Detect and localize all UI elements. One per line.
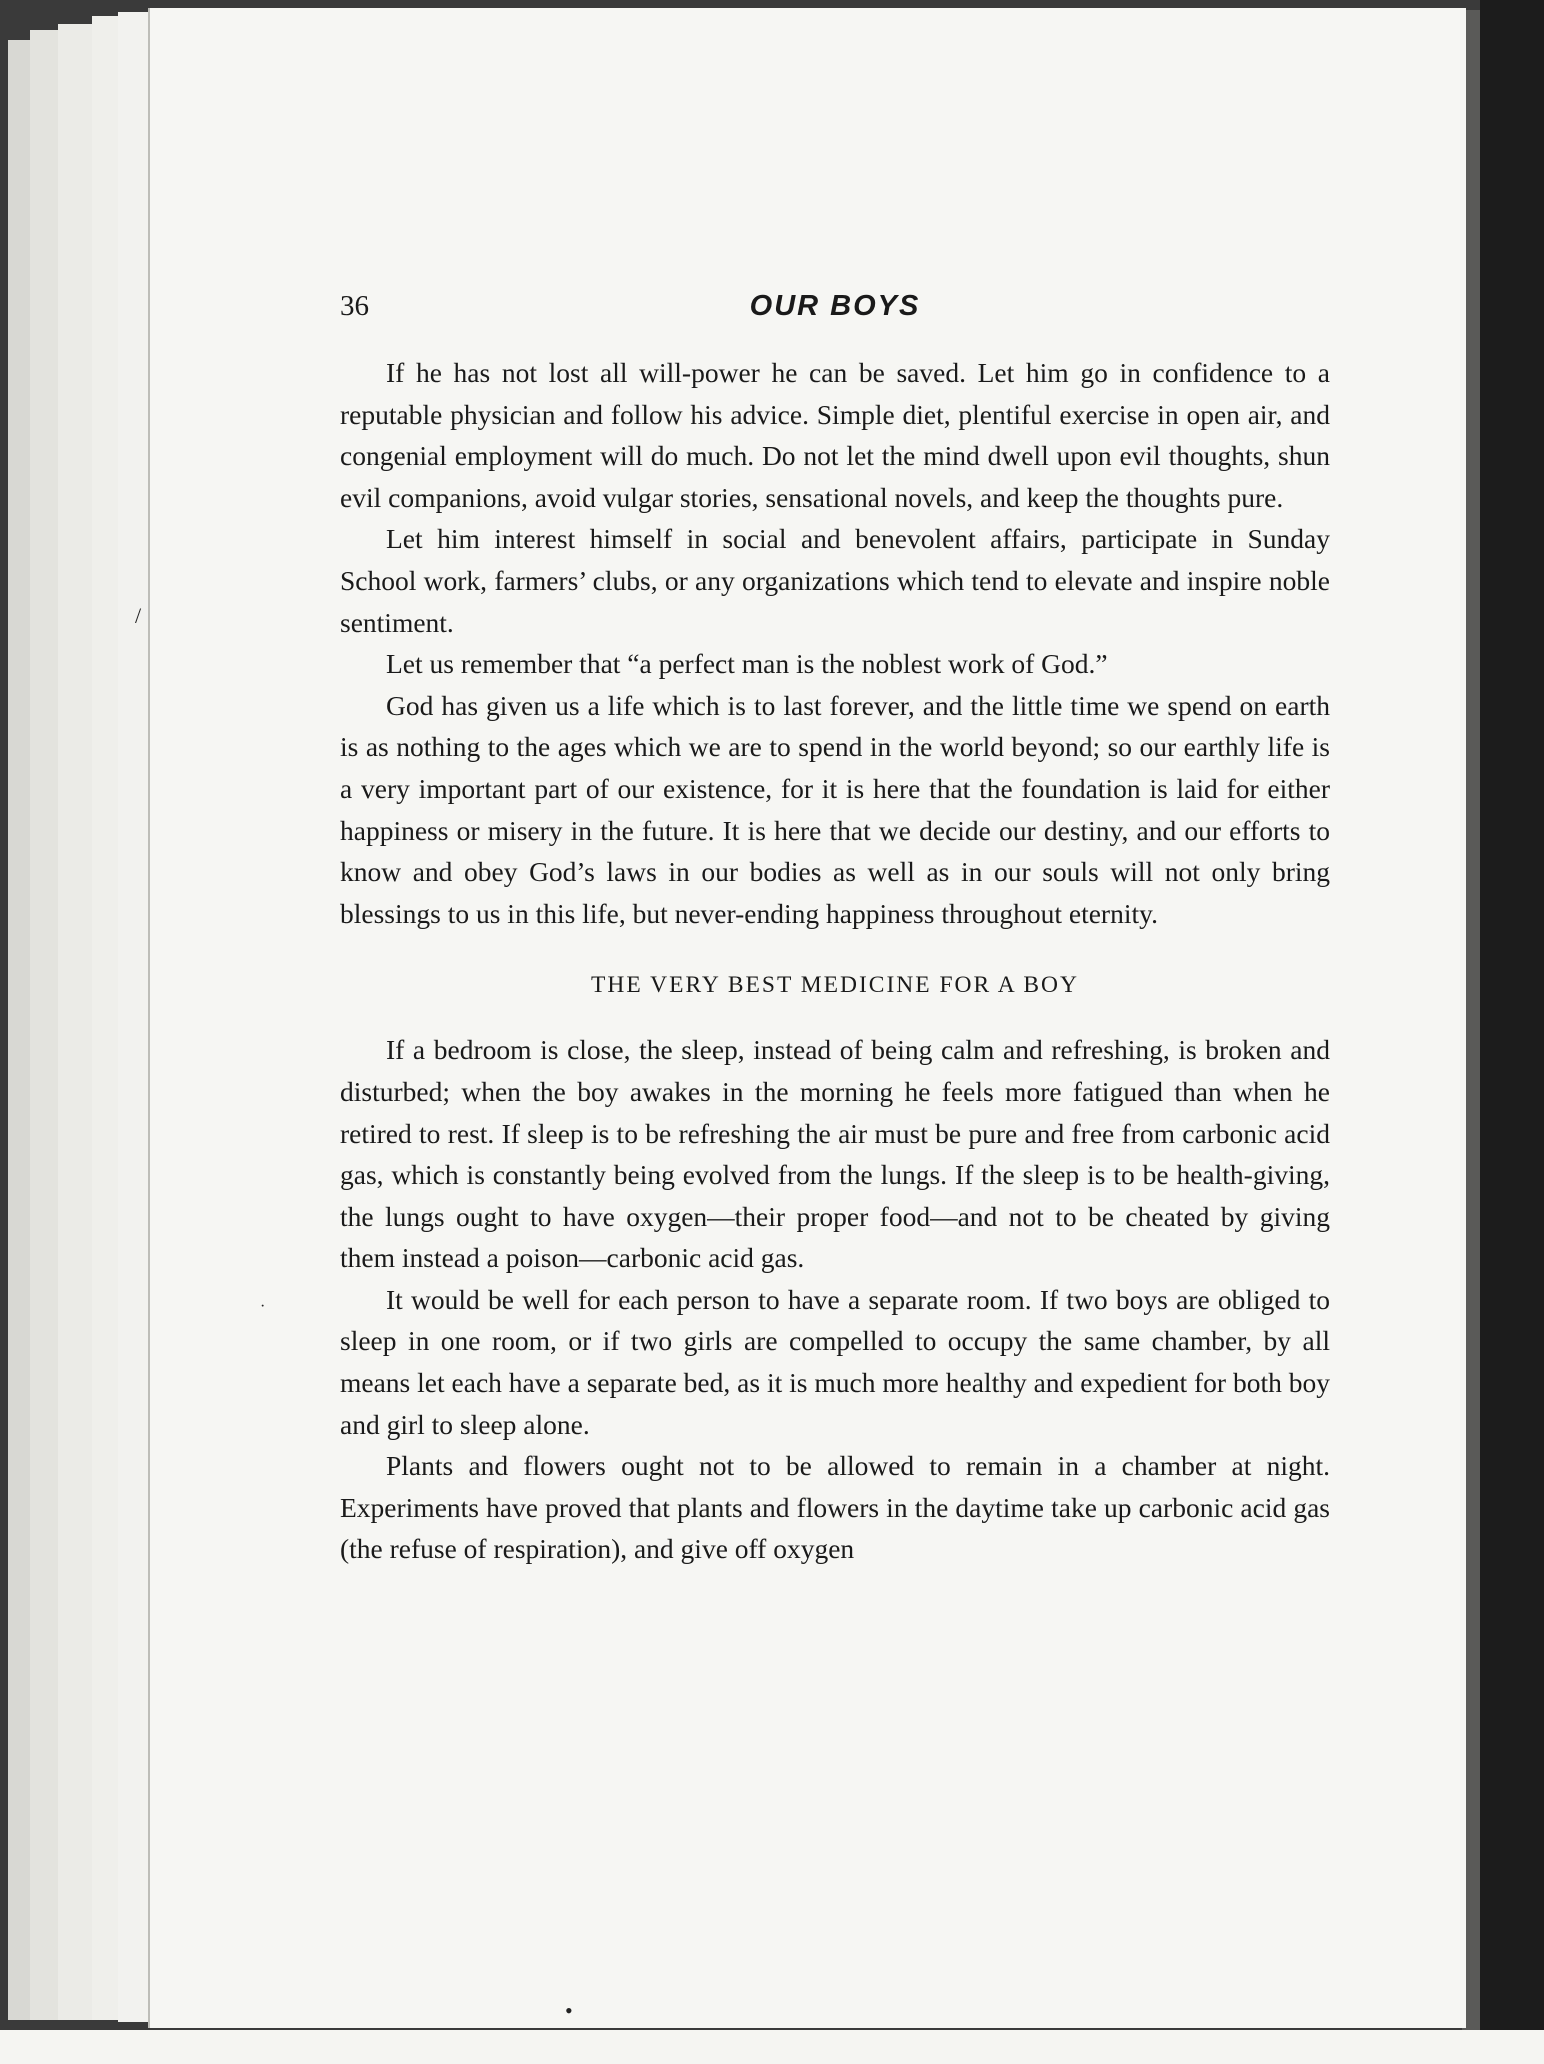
paragraph: Plants and flowers ought not to be allowed to remain in a chamber at night. Experiments have proved that plants and flowers in the daytime take up carbonic acid gas (the refuse of respiration), and give off oxygen xyxy=(340,1450,1330,1565)
running-title: OUR BOYS xyxy=(749,290,921,322)
stray-dot: · xyxy=(260,1298,266,1315)
section-heading: THE VERY BEST MEDICINE FOR A BOY xyxy=(591,972,1079,999)
scan-right-margin xyxy=(1480,0,1544,2064)
paragraph: Let us remember that “a perfect man is the noblest work of God.” xyxy=(386,648,1108,680)
stray-mark: / xyxy=(135,603,142,628)
paragraph: If he has not lost all will-power he can be saved. Let him go in confidence to a reputable physician and follow his advice. Simple diet, plentiful exercise in open air, and congenial employment will do much. Do not let the mind dwell upon evil thoughts, shun evil companions, avoid vulgar stories, sensational novels, and keep the thoughts pure. xyxy=(340,357,1330,513)
paragraph: God has given us a life which is to last forever, and the little time we spend on earth is as nothing to the ages which we are to spend in the world beyond; so our earthly life is a very important part of our existence, for it is here that the foundation is laid for either happiness or misery in the future. It is here that we decide our destiny, and our efforts to know and obey God’s laws in our bodies as well as in our souls will not only bring blessings to us in this life, but never-ending happiness throughout eternity. xyxy=(340,689,1330,929)
page-number: 36 xyxy=(340,290,369,322)
book-page xyxy=(135,8,1466,2028)
paragraph: If a bedroom is close, the sleep, instead of being calm and refreshing, is broken and disturbed; when the boy awakes in the morning he feels more fatigued than when he retired to rest. If sleep is to be refreshing the air must be pure and free from carbonic acid gas, which is constantly being evolved from the lungs. If the sleep is to be health-giving, the lungs ought to have oxygen—their proper food—and not to be cheated by giving them instead a poison—carbonic acid gas. xyxy=(340,1034,1330,1274)
stray-dot: • xyxy=(565,1998,573,2023)
page-text-block xyxy=(340,290,1330,1570)
paragraph: Let him interest himself in social and benevolent affairs, participate in Sunday School work, farmers’ clubs, or any organizations which tend to elevate and inspire noble sentiment. xyxy=(340,523,1330,638)
page-header xyxy=(340,290,1330,330)
paragraph: It would be well for each person to have a separate room. If two boys are obliged to sleep in one room, or if two girls are compelled to occupy the same chamber, by all means let each have a separate bed, as it is much more healthy and expedient for both boy and girl to sleep alone. xyxy=(340,1283,1330,1440)
scan-bottom-margin xyxy=(0,2030,1544,2064)
